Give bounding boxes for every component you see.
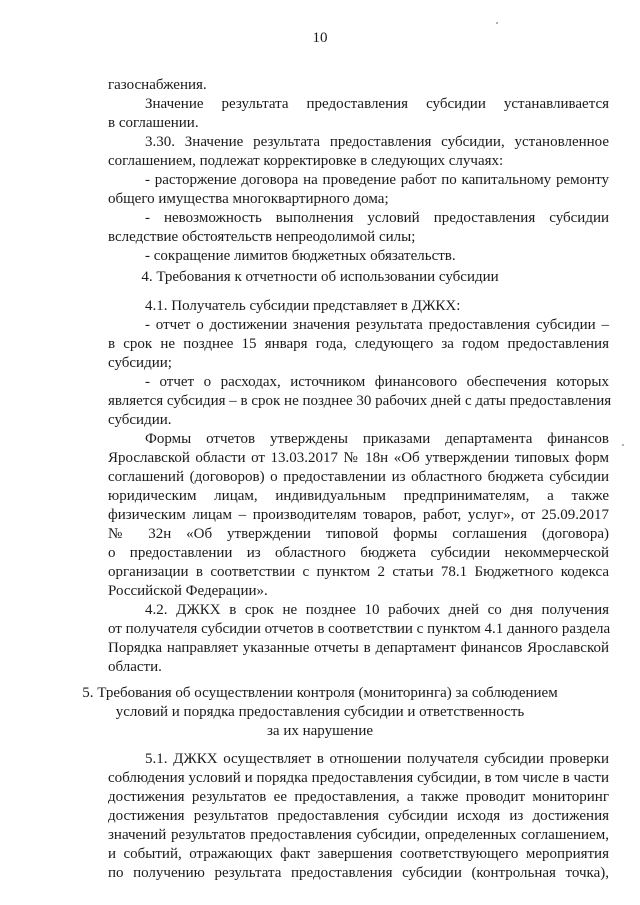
text-line: вследствие обстоятельств непреодолимой силы;: [108, 229, 416, 245]
text-line: 3.30. Значение результата предоставления субсидии, установленное: [145, 134, 609, 150]
text-line: субсидии.: [108, 412, 172, 428]
text-line: достижения результатов предоставления субсидии исходя из достижения: [108, 808, 609, 824]
text-line: общего имущества многоквартирного дома;: [108, 191, 389, 207]
text-line: - отчет о расходах, источником финансового обеспечения которых: [145, 374, 609, 390]
text-line: - сокращение лимитов бюджетных обязательств.: [145, 248, 456, 264]
text-line: - расторжение договора на проведение работ по капитальному ремонту: [145, 172, 609, 188]
text-line: организации в соответствии с пунктом 2 статьи 78.1 Бюджетного кодекса: [108, 564, 609, 580]
text-line: в срок не позднее 15 января года, следующего за годом предоставления: [108, 336, 609, 352]
text-line: Ярославской области от 13.03.2017 № 18н «Об утверждении типовых форм: [108, 450, 609, 466]
text-line: по получению результата предоставления субсидии (контрольная точка),: [108, 865, 609, 881]
text-line: соглашений (договоров) о предоставлении из областного бюджета субсидии: [108, 469, 609, 485]
text-line: 4.2. ДЖКХ в срок не позднее 10 рабочих дней со дня получения: [145, 602, 609, 618]
text-line: соглашением, подлежат корректировке в следующих случаях:: [108, 153, 504, 169]
text-line: области.: [108, 659, 162, 675]
text-line: и событий, отражающих факт завершения соответствующего мероприятия: [108, 846, 609, 862]
section-heading: за их нарушение: [266, 723, 374, 739]
scan-speck: [622, 444, 624, 446]
text-line: от получателя субсидии отчетов в соответствии с пунктом 4.1 данного раздела: [108, 621, 611, 637]
section-heading: условий и порядка предоставления субсидии и ответственность: [115, 704, 525, 720]
text-line: является субсидия – в срок не позднее 30 рабочих дней с даты предоставления: [108, 393, 612, 409]
text-line: Российской Федерации».: [108, 583, 268, 599]
text-line: - отчет о достижении значения результата предоставления субсидии –: [145, 317, 609, 333]
section-heading: 5. Требования об осуществлении контроля (мониторинга) за соблюдением: [82, 685, 558, 701]
text-line: физическим лицам – производителям товаров, работ, услуг», от 25.09.2017: [108, 507, 609, 523]
text-line: № 32н «Об утверждении типовой формы соглашения (договора): [108, 526, 609, 542]
text-line: 4.1. Получатель субсидии представляет в ДЖКХ:: [145, 298, 461, 314]
text-line: Формы отчетов утверждены приказами департамента финансов: [145, 431, 609, 447]
scan-speck: [496, 22, 498, 24]
text-line: Порядка направляет указанные отчеты в департамент финансов Ярославской: [108, 640, 609, 656]
text-line: 5.1. ДЖКХ осуществляет в отношении получателя субсидии проверки: [145, 751, 609, 767]
text-line: значений результатов предоставления субсидии, определенных соглашением,: [108, 827, 609, 843]
text-line: в соглашении.: [108, 115, 199, 131]
text-line: - невозможность выполнения условий предоставления субсидии: [145, 210, 609, 226]
text-line: газоснабжения.: [108, 77, 207, 93]
page-number: 10: [312, 30, 328, 46]
text-line: достижения результатов ее предоставления, а также проводит мониторинг: [108, 789, 609, 805]
text-line: юридическим лицам, индивидуальным предпринимателям, а также: [108, 488, 609, 504]
section-heading: 4. Требования к отчетности об использовании субсидии: [141, 269, 499, 285]
text-line: субсидии;: [108, 355, 172, 371]
text-line: о предоставлении из областного бюджета субсидии некоммерческой: [108, 545, 609, 561]
text-line: соблюдения условий и порядка предоставления субсидии, в том числе в части: [108, 770, 609, 786]
text-line: Значение результата предоставления субсидии устанавливается: [145, 96, 609, 112]
